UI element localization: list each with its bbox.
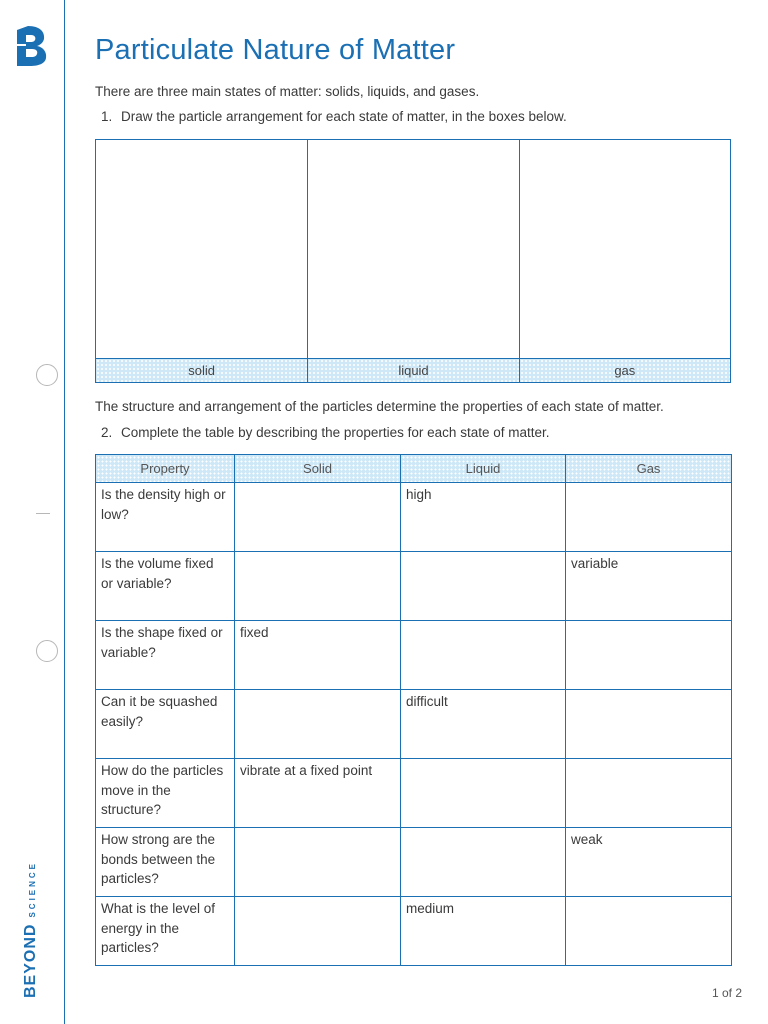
- header-solid: Solid: [235, 455, 401, 483]
- gas-answer-cell[interactable]: [566, 483, 732, 552]
- gas-answer-cell[interactable]: [566, 621, 732, 690]
- box-solid: [96, 140, 307, 382]
- drawing-area-solid[interactable]: [96, 140, 307, 358]
- gas-answer-cell[interactable]: [566, 690, 732, 759]
- table-row: [96, 690, 732, 759]
- question-2-text: Complete the table by describing the properties for each state of matter.: [121, 425, 550, 440]
- punch-hole-top: [36, 364, 58, 386]
- liquid-answer-cell[interactable]: difficult: [401, 690, 566, 759]
- table-row: [96, 897, 732, 966]
- table-row: [96, 759, 732, 828]
- liquid-answer-cell[interactable]: high: [401, 483, 566, 552]
- page-number: 1 of 2: [711, 986, 742, 1000]
- property-cell: How do the particles move in the structure?: [96, 759, 235, 828]
- header-property: Property: [96, 455, 235, 483]
- question-2-number: 2.: [101, 425, 113, 440]
- fold-mark: [36, 513, 50, 514]
- liquid-answer-cell[interactable]: [401, 759, 566, 828]
- table-row: [96, 552, 732, 621]
- gas-answer-cell[interactable]: weak: [566, 828, 732, 897]
- solid-answer-cell[interactable]: [235, 897, 401, 966]
- solid-answer-cell[interactable]: fixed: [235, 621, 401, 690]
- liquid-answer-cell[interactable]: medium: [401, 897, 566, 966]
- property-cell: Is the shape fixed or variable?: [96, 621, 235, 690]
- solid-answer-cell[interactable]: [235, 552, 401, 621]
- question-1: [101, 109, 567, 124]
- drawing-area-gas[interactable]: [520, 140, 730, 358]
- intro-text: There are three main states of matter: solids, liquids, and gases.: [95, 84, 480, 99]
- header-liquid: Liquid: [401, 455, 566, 483]
- brand-name: BEYOND: [22, 923, 39, 998]
- box-label-gas: gas: [520, 358, 730, 382]
- table-row: [96, 621, 732, 690]
- brand-vertical: [22, 861, 40, 998]
- question-1-text: Draw the particle arrangement for each state of matter, in the boxes below.: [121, 109, 567, 124]
- drawing-area-liquid[interactable]: [308, 140, 518, 358]
- beyond-logo-icon: [14, 24, 50, 66]
- liquid-answer-cell[interactable]: [401, 828, 566, 897]
- property-cell: What is the level of energy in the particles?: [96, 897, 235, 966]
- brand-sub: SCIENCE: [28, 860, 37, 918]
- properties-table: [95, 454, 732, 966]
- punch-hole-bottom: [36, 640, 58, 662]
- structure-text: The structure and arrangement of the particles determine the properties of each state of matter.: [95, 399, 664, 414]
- box-label-liquid: liquid: [308, 358, 518, 382]
- solid-answer-cell[interactable]: [235, 690, 401, 759]
- gas-answer-cell[interactable]: [566, 759, 732, 828]
- question-2: [101, 425, 550, 440]
- box-liquid: [307, 140, 518, 382]
- solid-answer-cell[interactable]: [235, 483, 401, 552]
- table-row: [96, 828, 732, 897]
- box-gas: [519, 140, 730, 382]
- header-gas: Gas: [566, 455, 732, 483]
- solid-answer-cell[interactable]: [235, 828, 401, 897]
- margin-line: [64, 0, 65, 1024]
- table-row: [96, 483, 732, 552]
- solid-answer-cell[interactable]: vibrate at a fixed point: [235, 759, 401, 828]
- liquid-answer-cell[interactable]: [401, 621, 566, 690]
- property-cell: Is the volume fixed or variable?: [96, 552, 235, 621]
- property-cell: How strong are the bonds between the particles?: [96, 828, 235, 897]
- question-1-number: 1.: [101, 109, 113, 124]
- property-cell: Is the density high or low?: [96, 483, 235, 552]
- liquid-answer-cell[interactable]: [401, 552, 566, 621]
- box-label-solid: solid: [96, 358, 307, 382]
- property-cell: Can it be squashed easily?: [96, 690, 235, 759]
- page-title: Particulate Nature of Matter: [95, 34, 456, 66]
- drawing-boxes: [95, 139, 731, 383]
- table-header-row: [96, 455, 732, 483]
- gas-answer-cell[interactable]: [566, 897, 732, 966]
- gas-answer-cell[interactable]: variable: [566, 552, 732, 621]
